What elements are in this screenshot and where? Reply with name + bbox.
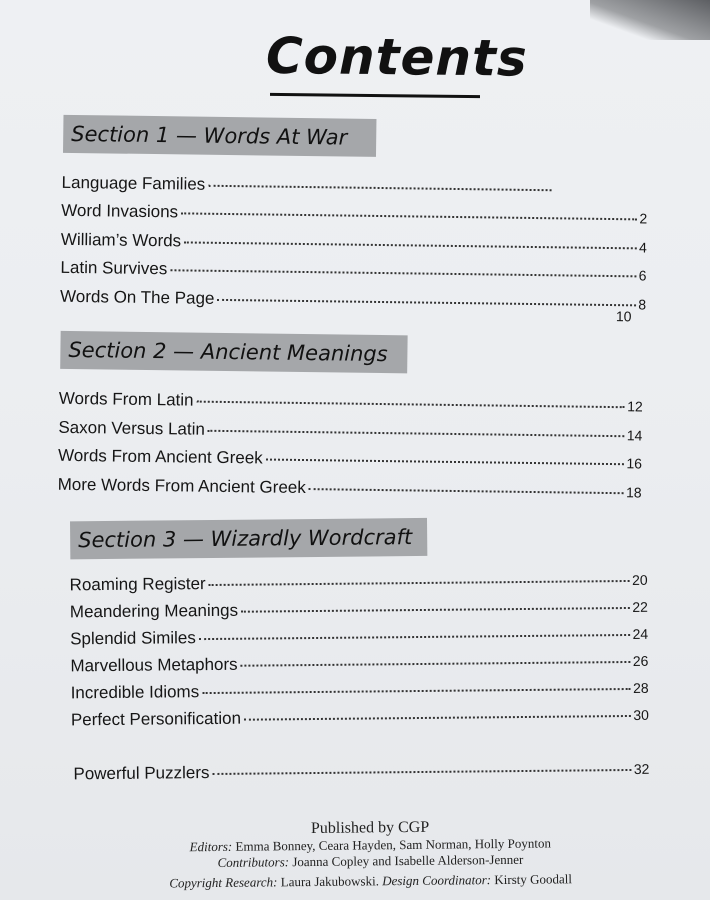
toc-page: 22 <box>632 598 648 615</box>
copyright-label: Copyright Research: <box>169 874 278 891</box>
toc-label: More Words From Ancient Greek <box>57 474 306 498</box>
toc-page: 24 <box>632 625 649 642</box>
toc-row <box>61 230 647 258</box>
published-by: Published by CGP <box>310 818 430 838</box>
toc-page: 6 <box>638 267 647 284</box>
credits <box>120 817 621 892</box>
toc-label: Latin Survives <box>60 257 168 279</box>
dot-leader <box>241 661 631 667</box>
dot-leader <box>241 607 630 613</box>
toc-row <box>58 418 642 446</box>
dot-leader <box>184 241 637 249</box>
toc-row <box>71 678 649 704</box>
toc-label: Words From Ancient Greek <box>57 445 263 468</box>
page-title: Contents <box>265 26 529 88</box>
dot-leader <box>170 269 636 277</box>
dot-leader <box>197 401 626 409</box>
toc-row <box>70 570 648 596</box>
dot-leader <box>266 459 625 466</box>
toc-page: 20 <box>631 571 648 588</box>
dot-leader <box>199 634 631 640</box>
editors-names: Emma Bonney, Ceara Hayden, Sam Norman, Holly Poynton <box>235 835 551 854</box>
toc-row <box>61 173 561 200</box>
toc-label: Powerful Puzzlers <box>73 763 210 784</box>
contributors-names: Joanna Copley and Isabelle Alderson-Jenner <box>292 851 524 870</box>
toc-page: 32 <box>633 760 650 777</box>
section-heading: Section 2 — Ancient Meanings <box>60 331 407 374</box>
toc-row <box>60 258 646 286</box>
dot-leader <box>244 715 631 721</box>
toc-label: Saxon Versus Latin <box>58 417 206 439</box>
dot-leader <box>212 769 631 775</box>
contributors-label: Contributors: <box>217 854 290 870</box>
toc-row <box>58 446 642 474</box>
design-name: Kirsty Goodall <box>494 871 573 888</box>
dot-leader <box>209 580 630 586</box>
toc-page: 16 <box>626 455 643 472</box>
toc-label: Splendid Similes <box>70 628 196 649</box>
toc-row <box>70 597 648 623</box>
dot-leader <box>309 488 624 494</box>
toc-label: William’s Words <box>60 229 182 251</box>
toc-label: Incredible Idioms <box>70 682 200 703</box>
toc-label: Marvellous Metaphors <box>70 654 238 676</box>
toc-row <box>71 705 649 731</box>
toc-label: Roaming Register <box>69 574 206 595</box>
toc-row <box>70 651 648 677</box>
dot-leader <box>208 185 551 191</box>
toc-page: 8 <box>638 296 647 313</box>
editors-label: Editors: <box>189 838 233 855</box>
section-heading: Section 1 — Words At War <box>63 115 376 157</box>
toc-page: 30 <box>633 706 649 723</box>
dot-leader <box>181 212 637 220</box>
toc-row <box>60 287 646 315</box>
copyright-name: Laura Jakubowski. <box>280 873 379 890</box>
title-underline <box>270 93 480 98</box>
toc-row <box>73 759 649 785</box>
toc-page: 4 <box>638 239 647 256</box>
dot-leader <box>202 688 631 694</box>
toc-row <box>61 201 647 229</box>
toc-row <box>59 389 643 417</box>
toc-row <box>70 624 648 650</box>
copyright-line <box>121 871 621 892</box>
dot-leader <box>217 299 636 306</box>
toc-label: Words On The Page <box>60 286 215 308</box>
toc-page: 26 <box>632 652 649 669</box>
toc-page: 28 <box>632 679 649 696</box>
toc-page: 18 <box>625 484 642 501</box>
toc-label: Words From Latin <box>58 388 194 410</box>
toc-page: 14 <box>626 427 643 444</box>
dot-leader <box>208 430 625 437</box>
toc-page: 2 <box>639 210 648 227</box>
section-heading: Section 3 — Wizardly Wordcraft <box>70 518 427 559</box>
toc-page: 10 <box>615 308 632 325</box>
toc-label: Word Invasions <box>61 200 179 222</box>
toc-label: Perfect Personification <box>70 708 242 730</box>
toc-label: Meandering Meanings <box>69 600 239 622</box>
toc-row <box>58 475 642 503</box>
toc-page: 12 <box>627 398 643 415</box>
design-label: Design Coordinator: <box>382 872 492 889</box>
toc-label: Language Families <box>61 172 206 194</box>
